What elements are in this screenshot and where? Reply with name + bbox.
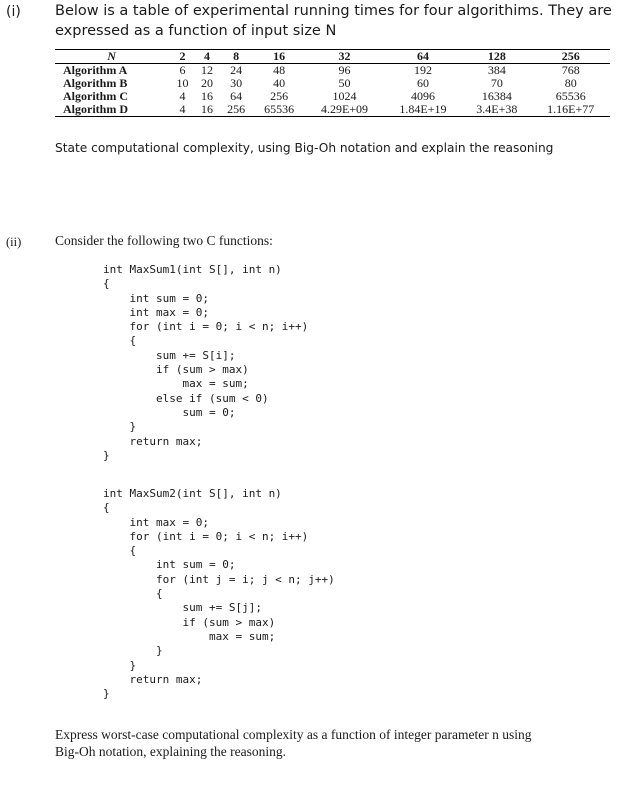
code-line: return max; xyxy=(103,434,203,448)
table-cell: 20 xyxy=(201,76,213,90)
table-cell: 48 xyxy=(273,63,286,77)
table-cell: 4096 xyxy=(410,89,435,103)
code-block-maxsum2 xyxy=(103,487,335,701)
table-cell: 30 xyxy=(230,76,243,90)
part-i-instruction: State computational complexity, using Big-Oh notation and explain the reasoning xyxy=(55,141,554,155)
table-cell: 4 xyxy=(170,103,195,117)
part-i-label: (i) xyxy=(6,4,21,20)
table-cell: 12 xyxy=(201,63,213,77)
row-label: Algorithm B xyxy=(63,76,128,90)
header-cell: 128 xyxy=(462,50,531,64)
table-cell: 10 xyxy=(176,76,189,90)
code-line: } xyxy=(103,448,110,462)
code-line: } xyxy=(103,420,137,434)
table-cell: 16 xyxy=(201,89,213,103)
row-label: Algorithm A xyxy=(63,63,128,77)
table-cell: 3.4E+38 xyxy=(462,103,531,117)
header-cell: 16 xyxy=(253,50,305,64)
code-line: return max; xyxy=(103,672,203,686)
code-line: { xyxy=(103,334,137,348)
part-ii-question-line-2: Big-Oh notation, explaining the reasoning. xyxy=(55,744,286,759)
row-label: Algorithm C xyxy=(63,89,128,103)
header-cell: 8 xyxy=(219,50,253,64)
table-cell: 60 xyxy=(416,76,429,90)
code-line: int max = 0; xyxy=(103,305,209,319)
table-cell: 1024 xyxy=(332,89,357,103)
code-line: for (int i = 0; i < n; i++) xyxy=(103,529,309,543)
table-cell: 64 xyxy=(230,89,243,103)
part-i-intro-line-2: expressed as a function of input size N xyxy=(55,23,337,39)
part-ii-question-line-1: Express worst-case computational complexity as a function of integer parameter n using xyxy=(55,727,532,742)
table-cell: 768 xyxy=(561,63,580,77)
table-cell: 50 xyxy=(338,76,351,90)
code-line: sum += S[j]; xyxy=(103,601,262,615)
header-cell: 32 xyxy=(305,50,383,64)
table-cell: 65536 xyxy=(253,103,305,117)
part-i-intro-line-1: Below is a table of experimental running times for four algorithims. They are xyxy=(55,3,612,19)
table-cell: 70 xyxy=(490,76,503,90)
header-cell: 64 xyxy=(384,50,462,64)
code-line: } xyxy=(103,658,137,672)
row-label: Algorithm D xyxy=(55,103,170,117)
code-line: if (sum > max) xyxy=(103,615,276,629)
code-line: int max = 0; xyxy=(103,515,209,529)
table-header-row xyxy=(55,50,610,64)
code-line: else if (sum < 0) xyxy=(103,391,269,405)
code-line: for (int i = 0; i < n; i++) xyxy=(103,320,309,334)
code-line: for (int j = i; j < n; j++) xyxy=(103,572,335,586)
table-cell: 1.16E+77 xyxy=(531,103,610,117)
running-times-table xyxy=(55,49,610,117)
code-line: sum = 0; xyxy=(103,405,236,419)
code-line: { xyxy=(103,544,137,558)
code-line: max = sum; xyxy=(103,629,276,643)
table-cell: 96 xyxy=(338,63,351,77)
table-cell: 80 xyxy=(564,76,577,90)
code-line: { xyxy=(103,277,110,291)
table-cell: 16 xyxy=(195,103,220,117)
table-cell: 6 xyxy=(179,63,186,77)
table-cell: 4 xyxy=(179,89,186,103)
code-line: int sum = 0; xyxy=(103,291,209,305)
table-cell: 256 xyxy=(219,103,253,117)
header-cell: 256 xyxy=(531,50,610,64)
table-cell: 4.29E+09 xyxy=(305,103,383,117)
code-line: int MaxSum2(int S[], int n) xyxy=(103,487,282,500)
code-block-maxsum1 xyxy=(103,263,308,463)
table-cell: 1.84E+19 xyxy=(384,103,462,117)
code-line: { xyxy=(103,501,110,515)
part-ii-label: (ii) xyxy=(6,235,22,249)
header-cell: 2 xyxy=(170,50,195,64)
code-line: } xyxy=(103,687,110,701)
code-line: max = sum; xyxy=(103,377,249,391)
code-line: } xyxy=(103,644,163,658)
table-cell: 256 xyxy=(270,89,289,103)
header-n: N xyxy=(55,50,170,64)
code-line: int sum = 0; xyxy=(103,558,236,572)
code-line: int MaxSum1(int S[], int n) xyxy=(103,263,282,276)
table-cell: 24 xyxy=(230,63,243,77)
part-ii-intro: Consider the following two C functions: xyxy=(55,233,273,248)
table-cell: 16384 xyxy=(481,89,512,103)
table-row xyxy=(55,64,610,78)
code-line: sum += S[i]; xyxy=(103,348,236,362)
table-cell: 192 xyxy=(413,63,432,77)
header-cell: 4 xyxy=(195,50,220,64)
table-cell: 65536 xyxy=(555,89,586,103)
code-line: { xyxy=(103,587,163,601)
table-cell: 40 xyxy=(273,76,286,90)
code-line: if (sum > max) xyxy=(103,363,249,377)
table-cell: 384 xyxy=(487,63,506,77)
table-row xyxy=(55,103,610,117)
